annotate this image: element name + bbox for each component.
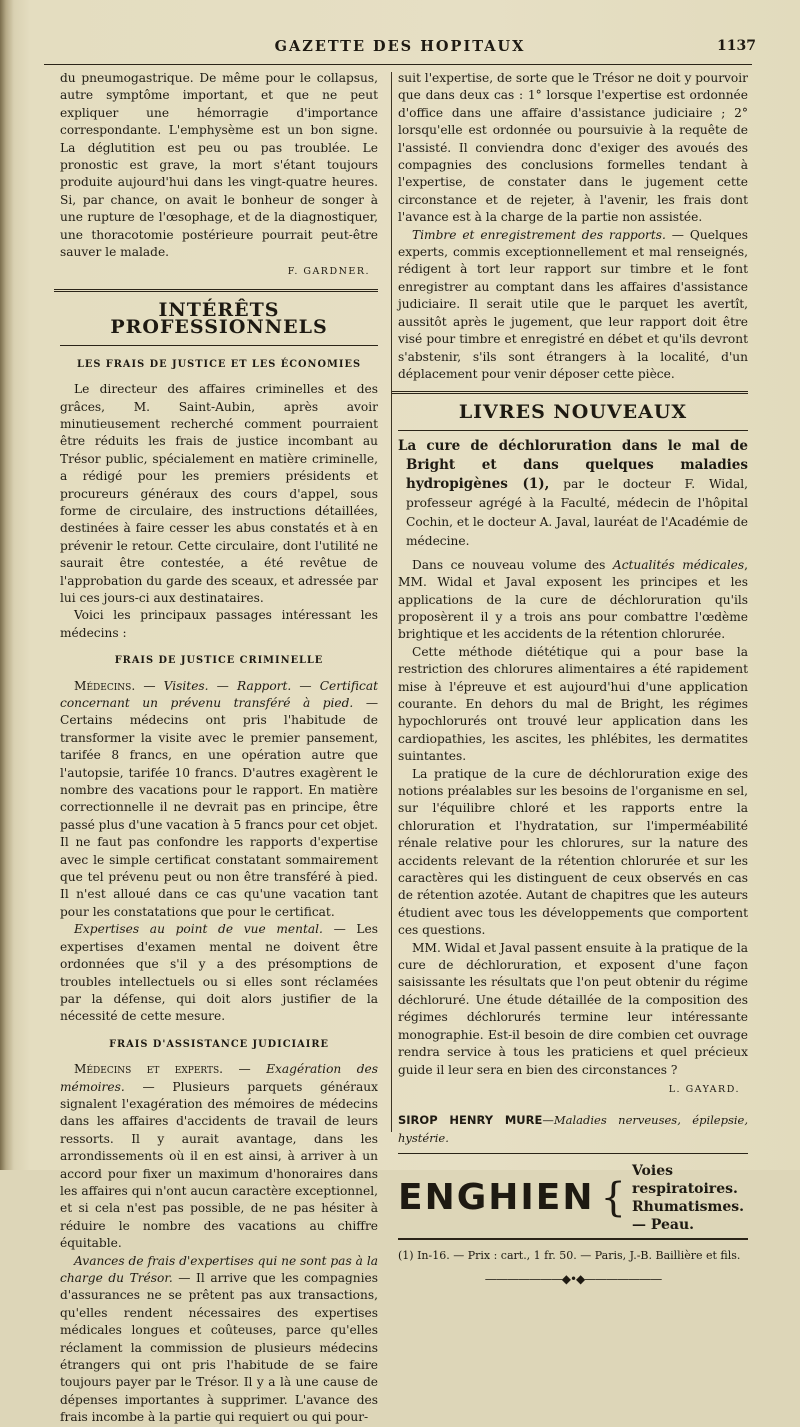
paragraph-text: — Les expertises d'examen mental ne doivent être ordonnées que s'il y a des présomptions de troubles intellectuels ou si elles sont réclamées par la défense, qui doit alors justifier de la nécessité de cette mesure. xyxy=(60,922,378,1024)
italic-series-name: Actualités médicales xyxy=(612,557,745,572)
paragraph xyxy=(60,1253,378,1427)
paragraph xyxy=(398,227,748,384)
paragraph: Le directeur des affaires criminelles et des grâces, M. Saint-Aubin, après avoir minutieusement recherché comment pourraient être réduits les frais de justice incombant au Trésor public, spécialement en matière criminelle, a rédigé pour les premiers présidents et procureurs généraux des cours d'appel, sous forme de circulaire, des instructions détaillées, destinées à faire cesser les abus constatés et à en prévenir le retour. Cette circulaire, dont l'utilité ne saurait être contestée, a été revêtue de l'approbation du garde des sceaux, et adressée par lui ces jours-ci aux destinataires. xyxy=(60,382,378,605)
italic-heading: Avances de frais d'expertises qui ne sont pas à la charge du Trésor. xyxy=(60,1253,378,1285)
book-title: La cure de déchloruration dans le mal de Bright et dans quelques maladies hydropigènes (1), xyxy=(398,437,748,492)
book-entry xyxy=(398,437,748,551)
section-title-livres: LIVRES NOUVEAUX xyxy=(398,404,748,430)
paragraph xyxy=(60,921,378,1025)
paragraph: MM. Widal et Javal passent ensuite à la pratique de la cure de déchloruration, et exposent d'une façon saisissante les résultats que l'on peut obtenir du régime déchloruré. Une étude détaillée de la composition des régimes déchlorurés termine leur intéressante monographie. Est-il besoin de dire combien cet ouvrage rendra service à tous les praticiens et quel précieux guide il leur sera en bien des circonstances ? xyxy=(398,940,748,1077)
ad-text: —Maladies nerveuses, épilepsie, hystérie. xyxy=(398,1113,749,1145)
paragraph xyxy=(60,1061,378,1252)
ad-enghien-lines xyxy=(632,1162,748,1234)
advertisement-sirop xyxy=(398,1112,748,1154)
brace-glyph: { xyxy=(600,1175,626,1222)
footnote: (1) In-16. — Prix : cart., 1 fr. 50. — Paris, J.-B. Baillière et fils. xyxy=(398,1249,741,1263)
italic-heading: Expertises au point de vue mental. xyxy=(74,922,323,937)
paragraph: Cette méthode diététique qui a pour base la restriction des chlorures alimentaires a été rapidement mise à l'épreuve et est aujourd'hui d'une application courante. En dehors du mal de Bright, les régimes hypochlorurés ont trouvé leur application dans les cardiopathies, les ascites, les phlébites, les dermatites suintantes. xyxy=(398,644,748,764)
ad-enghien-word: ENGHIEN xyxy=(398,1177,595,1219)
right-column xyxy=(398,70,748,1289)
column-rule xyxy=(391,72,392,1132)
paragraph xyxy=(398,557,748,644)
ad-line: Rhumatismes. — Peau. xyxy=(631,1199,744,1234)
article-title: LES FRAIS DE JUSTICE ET LES ÉCONOMIES xyxy=(76,358,362,370)
end-ornament: ———————◆•◆——————— xyxy=(484,1272,662,1287)
header-rule xyxy=(44,64,752,65)
section-divider xyxy=(392,391,748,394)
paragraph: La pratique de la cure de déchloruration exige des notions préalables sur les besoins de l'organisme en sel, sur l'équilibre chloré et les rapports entre la chloruration et l'hydratation, sur l'imperméabilité rénale relative pour les chlorures, sur la nature des accidents relevant de la rétention chlorurée et sur les caractères qui les distinguent de ceux observés en cas de rétention azotée. Autant de chapitres que les auteurs étudient avec tous les développements que comportent ces questions. xyxy=(398,766,748,938)
paragraph-text: Dans ce nouveau volume des xyxy=(412,557,613,572)
italic-heading: Visites. — Rapport. — Certificat concernant un prévenu transféré à pied. xyxy=(60,678,378,710)
ad-brand: SIROP HENRY MURE xyxy=(398,1113,543,1128)
paragraph-text: — Certains médecins ont pris l'habitude de transformer la visite avec le premier pansement, tarifée 8 francs, en une opération autre que l'autopsie, tarifée 10 francs. D'autres exagèrent le nombre des vacations pour le rapport. En matière correctionnelle il ne devrait pas en principe, être passé plus d'une vacation à 5 francs pour cet objet. Il ne faut pas confondre les rapports d'expertise avec le simple certificat constatant sommairement que tel prévenu peut ou non être transféré à pied. Il n'est alloué dans ce cas qu'une vacation tant pour les constatations que pour le certificat. xyxy=(60,696,379,919)
lead-term: Médecins. — xyxy=(74,678,164,693)
paragraph: Voici les principaux passages intéressant les médecins : xyxy=(60,608,378,640)
signature-gardner: F. GARDNER. xyxy=(287,266,370,278)
paragraph-text: — Plusieurs parquets généraux signalent l'exagération des mémoires de médecins dans les affaires d'accidents de travail de leurs ressorts. Il y aurait avantage, dans les arrondissements où il en est ainsi, à arriver à un accord pour fixer un maximum d'honoraires dans les affaires qui n'ont aucun caractère exceptionnel, et si cela n'est pas possible, de ne pas hésiter à réduire le nombre des vacations au chiffre équitable. xyxy=(60,1079,378,1251)
paragraph-text: — Quelques experts, commis exceptionnellement et mal renseignés, rédigent à tort leur rapport sur timbre et le font enregistrer au comptant dans les affaires d'assistance judiciaire. Il serait utile que le parquet les avertît, aussitôt après le jugement, que leur rapport doit être visé pour timbre et enregistré en débet et qu'ils devront s'abstenir, s'ils sont étrangers à la localité, d'un déplacement pour venir déposer cette pièce. xyxy=(398,227,748,381)
paragraph xyxy=(60,678,378,922)
paragraph-text: — Il arrive que les compagnies d'assurances ne se prêtent pas aux transactions, qu'elles rendent nécessaires des expertises médicales longues et coûteuses, parce qu'elles réclament la commission de plusieurs médecins étrangers qui ont pris l'habitude de se faire toujours payer par le Trésor. Il y a là une cause de dépenses importantes à supprimer. L'avance des frais incombe à la partie qui requiert ou qui pour- xyxy=(60,1271,378,1425)
running-head: GAZETTE DES HOPITAUX xyxy=(274,38,526,55)
signature-gayard: L. GAYARD. xyxy=(668,1083,740,1095)
page-number: 1137 xyxy=(717,38,756,54)
section-title-interets: INTÉRÊTS PROFESSIONNELS xyxy=(60,302,378,346)
lead-term: Médecins et experts. — xyxy=(74,1062,267,1077)
book-authors: par le docteur F. Widal, professeur agrégé à la Faculté, médecin de l'hôpital Cochin, et le docteur A. Javal, lauréat de l'Académie de médecine. xyxy=(406,476,748,548)
paragraph-text: , MM. Widal et Javal exposent les principes et les applications de la cure de déchloruration qu'ils proposèrent il y a trois ans pour combattre l'œdème brightique et les accidents de la rétention chlorurée. xyxy=(398,557,748,642)
continued-paragraph: suit l'expertise, de sorte que le Trésor ne doit y pourvoir que dans deux cas : 1° lorsque l'expertise est ordonnée d'office dans une affaire d'assistance judiciaire ; 2° lorsqu'elle est ordonnée ou poursuivie à la requête de l'assisté. Il conviendra donc d'exiger des avoués des compagnies des conclusions formelles tendant à l'expertise, de constater dans le jugement cette circonstance et de rejeter, à l'avenir, les frais dont l'avance est à la charge de la partie non assistée. xyxy=(398,71,748,225)
subsection-title: FRAIS D'ASSISTANCE JUDICIAIRE xyxy=(109,1038,329,1050)
subsection-title: FRAIS DE JUSTICE CRIMINELLE xyxy=(114,655,324,667)
italic-heading: Exagération des mémoires. xyxy=(60,1062,378,1094)
left-column xyxy=(60,70,378,1427)
advertisement-enghien xyxy=(398,1162,748,1240)
ad-line: Voies respiratoires. xyxy=(631,1163,738,1198)
continued-paragraph: du pneumogastrique. De même pour le collapsus, autre symptôme important, et que ne peut expliquer une hémorragie d'importance correspondante. L'emphysème est un bon signe. La déglutition est peu ou pas troublée. Le pronostic est grave, la mort s'étant toujours produite aujourd'hui dans les vingt-quatre heures. Si, par chance, on avait le bonheur de songer à une rupture de l'œsophage, et de la diagnostiquer, une thoracotomie postérieure pourrait peut-être sauver le malade. xyxy=(60,71,378,260)
italic-heading: Timbre et enregistrement des rapports. xyxy=(412,227,666,242)
section-divider xyxy=(54,289,378,292)
